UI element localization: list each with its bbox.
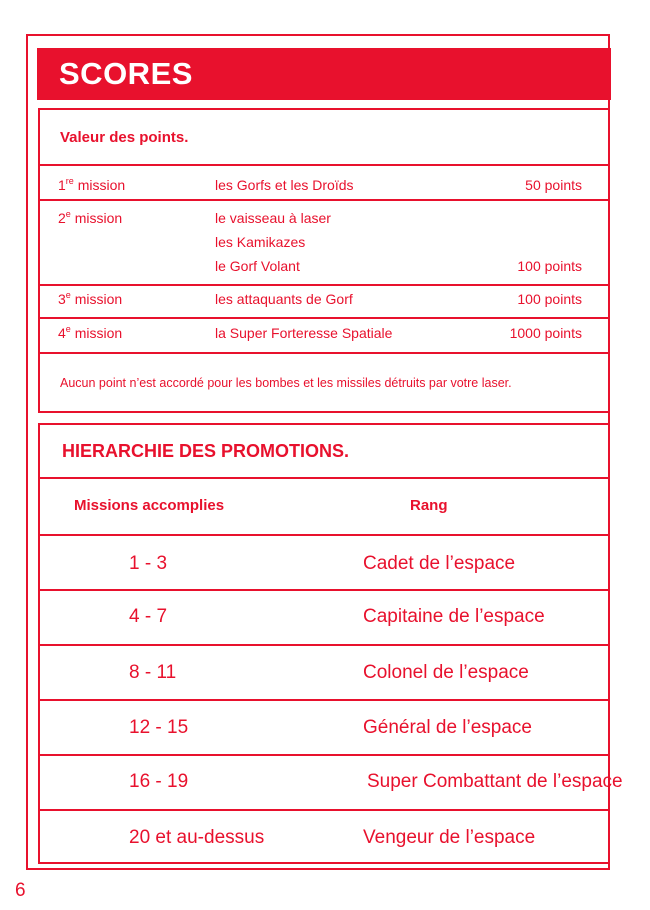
points-note: Aucun point n’est accordé pour les bombes et les missiles détruits par votre laser. — [60, 376, 512, 390]
promotions-table — [38, 423, 623, 864]
mission-targets: les Kamikazes — [215, 234, 306, 250]
rank-name: Colonel de l’espace — [363, 662, 529, 683]
mission-points: 50 points — [525, 177, 582, 193]
missions-range: 12 - 15 — [129, 717, 189, 738]
mission-targets: le vaisseau à laser — [215, 210, 331, 226]
mission-points: 1000 points — [509, 325, 582, 341]
mission-label: 3e mission — [58, 290, 123, 307]
mission-label: 1re mission — [58, 176, 126, 193]
mission-label: 2e mission — [58, 209, 123, 226]
missions-range: 20 et au-dessus — [129, 827, 265, 848]
mission-targets: les attaquants de Gorf — [215, 291, 353, 307]
mission-points: 100 points — [517, 258, 582, 274]
rank-name: Capitaine de l’espace — [363, 606, 545, 627]
missions-range: 4 - 7 — [129, 606, 168, 627]
page-title: SCORES — [59, 56, 193, 91]
points-table — [38, 108, 610, 413]
page-number: 6 — [15, 880, 26, 901]
col-rank-header: Rang — [410, 497, 448, 514]
missions-range: 16 - 19 — [129, 771, 189, 792]
rank-name: Général de l’espace — [363, 717, 532, 738]
promotions-heading: HIERARCHIE DES PROMOTIONS. — [62, 441, 350, 461]
mission-targets: la Super Forteresse Spatiale — [215, 325, 393, 341]
mission-targets: les Gorfs et les Droïds — [215, 177, 354, 193]
rank-name: Vengeur de l’espace — [363, 827, 536, 848]
rank-name: Super Combattant de l’espace — [367, 771, 623, 792]
rank-name: Cadet de l’espace — [363, 553, 516, 574]
mission-label: 4e mission — [58, 324, 123, 341]
scores-banner — [37, 48, 611, 100]
missions-range: 1 - 3 — [129, 553, 168, 574]
missions-range: 8 - 11 — [129, 662, 177, 683]
points-heading: Valeur des points. — [60, 129, 189, 146]
mission-points: 100 points — [517, 291, 582, 307]
col-missions-header: Missions accomplies — [74, 497, 225, 514]
mission-targets: le Gorf Volant — [215, 258, 300, 274]
